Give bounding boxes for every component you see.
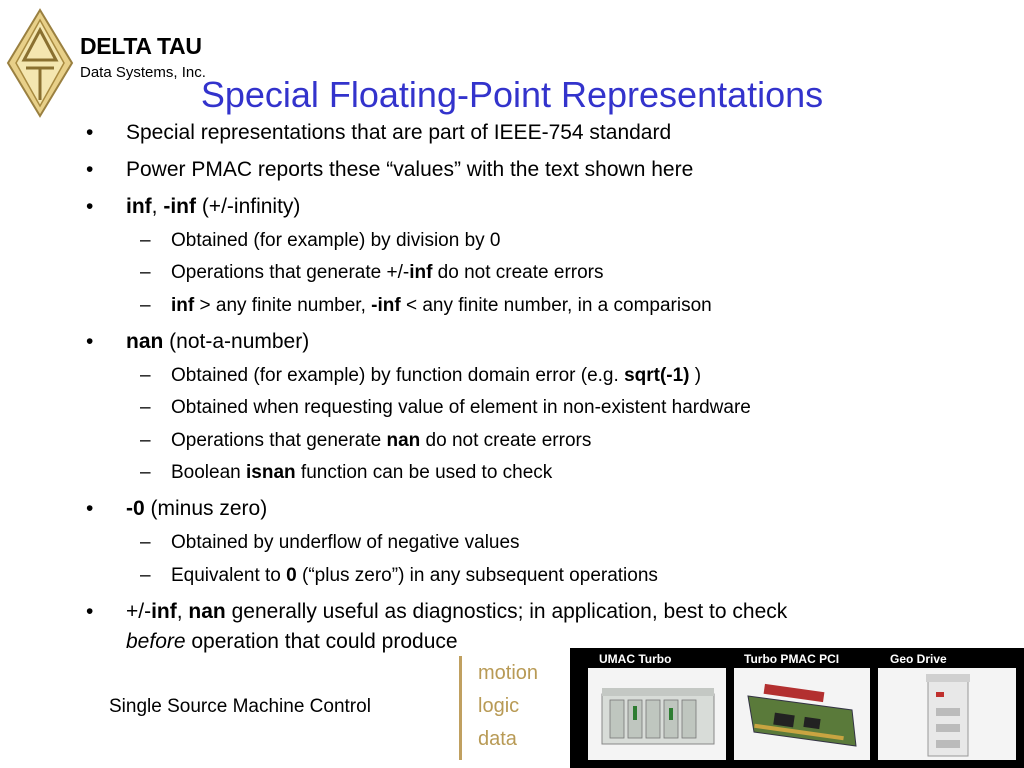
sub-bullet-text: Obtained by underflow of negative values (171, 532, 520, 553)
sub-bullet-item (0, 260, 1024, 286)
sub-bullet-text: Equivalent to 0 (“plus zero”) in any subsequent operations (171, 565, 658, 586)
bullet-marker: • (86, 497, 94, 520)
sub-bullet-text: inf > any finite number, -inf < any finite number, in a comparison (171, 295, 712, 316)
sub-bullet-text: Operations that generate +/-inf do not create errors (171, 262, 604, 283)
dash-marker: – (140, 462, 151, 483)
footer-word-logic: logic (478, 695, 520, 717)
bullet-marker: • (86, 195, 94, 218)
dash-marker: – (140, 230, 151, 251)
bullet-item (0, 156, 1024, 184)
sub-bullet-item (0, 460, 1024, 486)
bullet-marker: • (86, 330, 94, 353)
turbo-pmac-pci-image (734, 668, 870, 760)
footer-tagline: Single Source Machine Control (109, 696, 371, 717)
bullet-item (0, 193, 1024, 221)
bullet-text: inf, -inf (+/-infinity) (126, 195, 301, 218)
sub-bullet-item (0, 395, 1024, 421)
sub-bullet-text: Obtained (for example) by division by 0 (171, 230, 501, 251)
sub-bullet-text: Obtained when requesting value of element in non-existent hardware (171, 397, 751, 418)
product-label-umac: UMAC Turbo (599, 652, 672, 666)
bullet-item (0, 598, 1024, 626)
sub-bullet-item (0, 363, 1024, 389)
sub-bullet-item (0, 293, 1024, 319)
dash-marker: – (140, 295, 151, 316)
bullet-text: nan (not-a-number) (126, 330, 310, 353)
bullet-text: -0 (minus zero) (126, 497, 268, 520)
sub-bullet-item (0, 228, 1024, 254)
sub-bullet-text: Boolean isnan function can be used to check (171, 462, 553, 483)
bullet-marker: • (86, 158, 94, 181)
sub-bullet-item (0, 563, 1024, 589)
footer-divider (459, 656, 462, 760)
sub-bullet-text: Obtained (for example) by function domain error (e.g. sqrt(-1) ) (171, 365, 702, 386)
dash-marker: – (140, 397, 151, 418)
bullet-continuation: before operation that could produce (126, 630, 458, 653)
umac-turbo-image (588, 668, 726, 760)
footer-word-motion: motion (478, 662, 539, 684)
bullet-text: +/-inf, nan generally useful as diagnostics; in application, best to check (126, 600, 788, 623)
footer-word-data: data (478, 728, 517, 750)
brand-subtitle: Data Systems, Inc. (80, 64, 206, 81)
sub-bullet-item (0, 530, 1024, 556)
bullet-item (0, 495, 1024, 523)
dash-marker: – (140, 565, 151, 586)
dash-marker: – (140, 430, 151, 451)
bullet-marker: • (86, 600, 94, 623)
geo-drive-image (878, 668, 1016, 760)
dash-marker: – (140, 532, 151, 553)
slide-title: Special Floating-Point Representations (200, 74, 824, 115)
bullet-text: Special representations that are part of IEEE-754 standard (126, 121, 672, 144)
bullet-item (0, 119, 1024, 147)
sub-bullet-text: Operations that generate nan do not create errors (171, 430, 592, 451)
product-label-pmac-pci: Turbo PMAC PCI (744, 652, 840, 666)
bullet-marker: • (86, 121, 94, 144)
bullet-item (0, 328, 1024, 356)
dash-marker: – (140, 262, 151, 283)
product-label-geo-drive: Geo Drive (890, 652, 947, 666)
sub-bullet-item (0, 428, 1024, 454)
brand-name: DELTA TAU (80, 33, 202, 59)
dash-marker: – (140, 365, 151, 386)
bullet-text: Power PMAC reports these “values” with the text shown here (126, 158, 694, 181)
